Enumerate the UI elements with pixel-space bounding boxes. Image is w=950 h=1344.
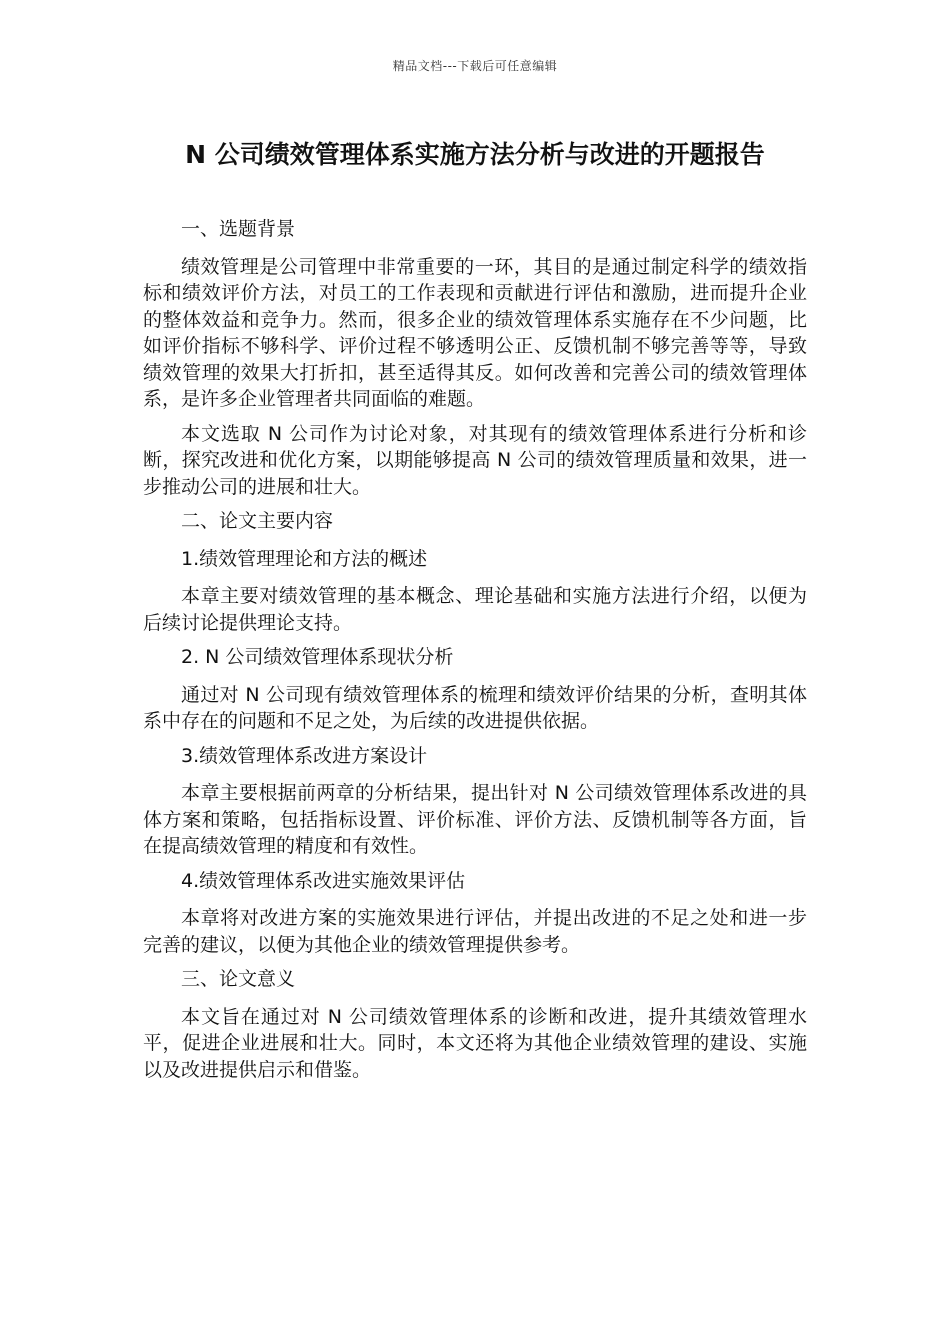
- chapter-heading-3: 3.绩效管理体系改进方案设计: [181, 744, 428, 767]
- section-heading-background: 一、选题背景: [181, 218, 296, 240]
- section-heading-main-content: 二、论文主要内容: [181, 510, 334, 532]
- chapter-body-3: 本章主要根据前两章的分析结果，提出针对 N 公司绩效管理体系改进的具体方案和策略，包括指标设置、评价标准、评价方法、反馈机制等各方面，旨在提高绩效管理的精度和有效性。: [143, 782, 807, 857]
- document-body: [143, 216, 807, 1091]
- paragraph-background-1: 绩效管理是公司管理中非常重要的一环，其目的是通过制定科学的绩效指标和绩效评价方法，对员工的工作表现和贡献进行评估和激励，进而提升企业的整体效益和竞争力。然而，很多企业的绩效管理体系实施存在不少问题，比如评价指标不够科学、评价过程不够透明公正、反馈机制不够完善等等，导致绩效管理的效果大打折扣，甚至适得其反。如何改善和完善公司的绩效管理体系，是许多企业管理者共同面临的难题。: [143, 255, 807, 410]
- chapter-body-1: 本章主要对绩效管理的基本概念、理论基础和实施方法进行介绍，以便为后续讨论提供理论支持。: [143, 585, 807, 634]
- chapter-heading-1: 1.绩效管理理论和方法的概述: [181, 547, 428, 570]
- paragraph-background-2: 本文选取 N 公司作为讨论对象，对其现有的绩效管理体系进行分析和诊断，探究改进和优化方案，以期能够提高 N 公司的绩效管理质量和效果，进一步推动公司的进展和壮大。: [143, 422, 807, 498]
- chapter-heading-2: 2. N 公司绩效管理体系现状分析: [181, 646, 454, 668]
- section-heading-significance: 三、论文意义: [181, 968, 296, 990]
- paragraph-significance: 本文旨在通过对 N 公司绩效管理体系的诊断和改进，提升其绩效管理水平，促进企业进展和壮大。同时，本文还将为其他企业绩效管理的建设、实施以及改进提供启示和借鉴。: [143, 1005, 807, 1081]
- document-title: N 公司绩效管理体系实施方法分析与改进的开题报告: [185, 140, 765, 169]
- chapter-body-2: 通过对 N 公司现有绩效管理体系的梳理和绩效评价结果的分析，查明其体系中存在的问题和不足之处，为后续的改进提供依据。: [143, 683, 807, 732]
- header-note: 精品文档---下载后可任意编辑: [392, 59, 558, 73]
- chapter-heading-4: 4.绩效管理体系改进实施效果评估: [181, 869, 466, 892]
- chapter-body-4: 本章将对改进方案的实施效果进行评估，并提出改进的不足之处和进一步完善的建议，以便为其他企业的绩效管理提供参考。: [143, 907, 807, 956]
